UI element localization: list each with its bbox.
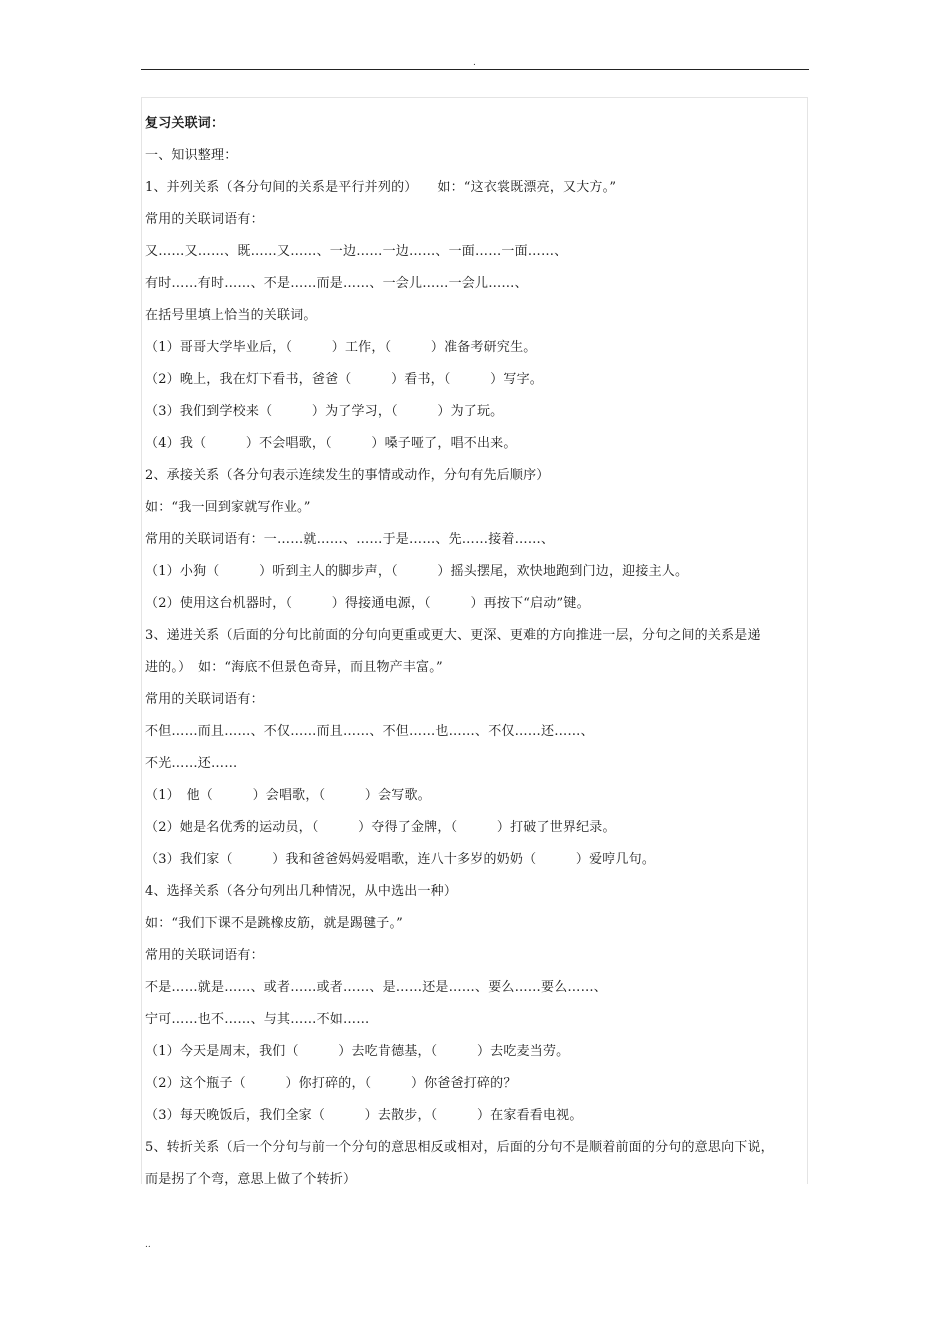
header-rule	[141, 69, 809, 70]
exercise-item: （1）哥哥大学毕业后，（ ）工作，（ ）准备考研究生。	[145, 340, 537, 355]
example-line: 如：“我们下课不是跳橡皮筋，就是踢毽子。”	[145, 916, 403, 931]
doc-title: 复习关联词：	[145, 116, 225, 131]
footer-mark: ..	[145, 1240, 151, 1250]
exercise-item: （2）她是名优秀的运动员，（ ）夺得了金牌，（ ）打破了世界纪录。	[145, 820, 616, 835]
topic-parallel-heading: 1、并列关系（各分句间的关系是平行并列的） 如：“这衣裳既漂亮，又大方。”	[145, 180, 617, 195]
document-body	[145, 108, 813, 1196]
text-line: 不但……而且……、不仅……而且……、不但……也……、不仅……还……、	[145, 724, 594, 739]
text-line: 常用的关联词语有：	[145, 948, 264, 963]
instruction-line: 在括号里填上恰当的关联词。	[145, 308, 317, 323]
text-line: 而是拐了个弯，意思上做了个转折）	[145, 1172, 357, 1187]
topic-choice-heading: 4、选择关系（各分句列出几种情况，从中选出一种）	[145, 884, 458, 899]
text-line: 有时……有时……、不是……而是……、一会儿……一会儿……、	[145, 276, 528, 291]
topic-sequential-heading: 2、承接关系（各分句表示连续发生的事情或动作，分句有先后顺序）	[145, 468, 550, 483]
exercise-item: （2）使用这台机器时，（ ）得接通电源，（ ）再按下“启动”键。	[145, 596, 590, 611]
header-mark: .	[473, 58, 476, 68]
exercise-item: （1）小狗（ ）听到主人的脚步声，（ ）摇头摆尾，欢快地跑到门边，迎接主人。	[145, 564, 689, 579]
text-line: 又……又……、既……又……、一边……一边……、一面……一面……、	[145, 244, 568, 259]
text-line: 常用的关联词语有：	[145, 212, 264, 227]
text-line: 不光……还……	[145, 756, 238, 771]
exercise-item: （2）这个瓶子（ ）你打碎的，（ ）你爸爸打碎的？	[145, 1076, 517, 1091]
text-line: 不是……就是……、或者……或者……、是……还是……、要么……要么……、	[145, 980, 608, 995]
topic-contrast-heading: 5、转折关系（后一个分句与前一个分句的意思相反或相对，后面的分句不是顺着前面的分句的意思向下说，	[145, 1140, 774, 1155]
section-heading: 一、知识整理：	[145, 148, 238, 163]
exercise-item: （3）我们到学校来（ ）为了学习，（ ）为了玩。	[145, 404, 504, 419]
text-line: 常用的关联词语有：一……就……、……于是……、先……接着……、	[145, 532, 555, 547]
exercise-item: （3）我们家（ ）我和爸爸妈妈爱唱歌，连八十多岁的奶奶（ ）爱哼几句。	[145, 852, 656, 867]
text-line: 常用的关联词语有：	[145, 692, 264, 707]
exercise-item: （1） 他（ ）会唱歌，（ ）会写歌。	[145, 788, 431, 803]
text-line: 进的。） 如：“海底不但景色奇异，而且物产丰富。”	[145, 660, 443, 675]
exercise-item: （3）每天晚饭后，我们全家（ ）去散步，（ ）在家看看电视。	[145, 1108, 583, 1123]
topic-progressive-heading: 3、递进关系（后面的分句比前面的分句向更重或更大、更深、更难的方向推进一层，分句之间的关系是递	[145, 628, 761, 643]
exercise-item: （1）今天是周末，我们（ ）去吃肯德基，（ ）去吃麦当劳。	[145, 1044, 570, 1059]
text-line: 宁可……也不……、与其……不如……	[145, 1012, 370, 1027]
exercise-item: （2）晚上，我在灯下看书，爸爸（ ）看书，（ ）写字。	[145, 372, 543, 387]
exercise-item: （4）我（ ）不会唱歌，（ ）嗓子哑了，唱不出来。	[145, 436, 517, 451]
example-line: 如：“我一回到家就写作业。”	[145, 500, 311, 515]
